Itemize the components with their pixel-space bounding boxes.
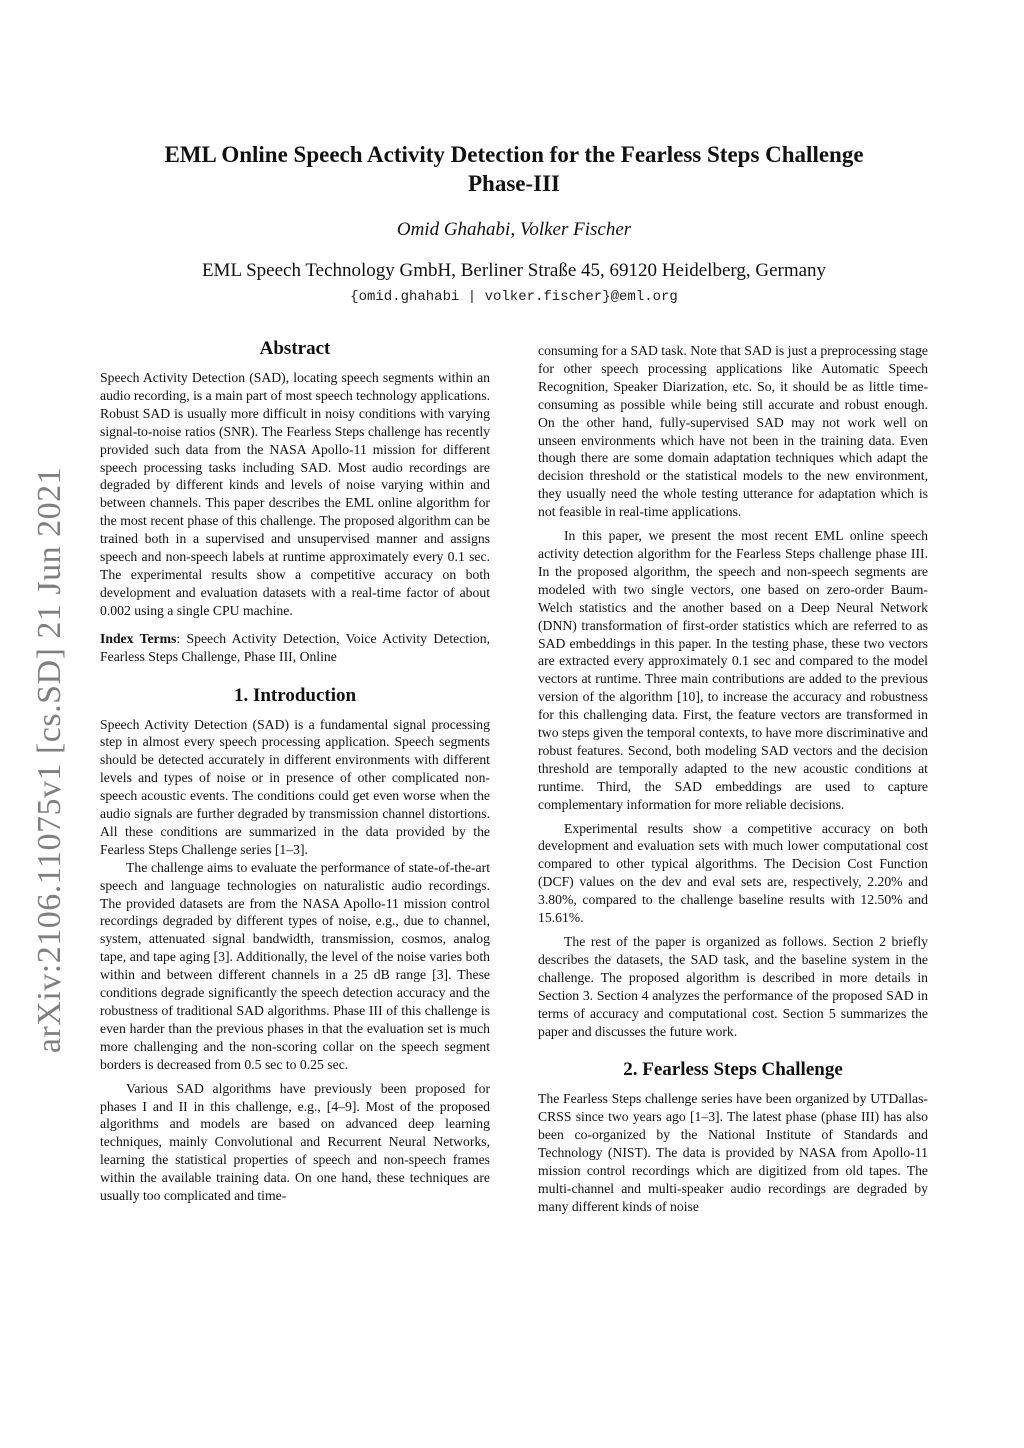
right-paragraph-1: consuming for a SAD task. Note that SAD is just a preprocessing stage for other speech processing applications like Automatic Speech Recognition, Speaker Diarization, etc. So, it should be as little time-consuming as possible while being still accurate and robust enough. On the other hand, fully-supervised SAD may not work well on unseen environments which have not been in the training data. Even though there are some domain adaptation techniques which adapt the decision threshold or the statistical models to the new environment, they usually need the whole testing utterance for adaptation which is not feasible in real-time applications. <box>538 343 928 520</box>
abstract-text: Speech Activity Detection (SAD), locating speech segments within an audio recording, is a main part of most speech technology applications. Robust SAD is usually more difficult in noisy conditions with varying signal-to-noise ratios (SNR). The Fearless Steps challenge has recently provided such data from the NASA Apollo-11 mission for different speech processing tasks including SAD. Most audio recordings are degraded by different kinds and levels of noise varying within and between channels. This paper describes the EML online algorithm for the most recent phase of this challenge. The proposed algorithm can be trained both in a supervised and unsupervised manner and assigns speech and non-speech labels at runtime approximately every 0.1 sec. The experimental results show a competitive accuracy on both development and evaluation datasets with a real-time factor of about 0.002 using a single CPU machine. <box>100 370 490 618</box>
abstract-heading: Abstract <box>259 338 331 359</box>
paper-affiliation: EML Speech Technology GmbH, Berliner Straße 45, 69120 Heidelberg, Germany <box>201 260 827 281</box>
author-email: {omid.ghahabi | volker.fischer}@eml.org <box>350 289 678 305</box>
arxiv-identifier-text: arXiv:2106.11075v1 [cs.SD] 21 Jun 2021 <box>31 466 68 1054</box>
introduction-paragraph-2: The challenge aims to evaluate the performance of state-of-the-art speech and language technologies on naturalistic audio recordings. The provided datasets are from the NASA Apollo-11 mission control recordings degraded by different types of noise, e.g., due to channel, system, attenuated signal bandwidth, transmission, cosmos, analog tape, and tape aging [3]. Additionally, the level of the noise varies both within and between different channels in a 25 dB range [3]. These conditions degrade significantly the speech detection accuracy and the robustness of traditional SAD algorithms. Phase III of this challenge is even harder than the previous phases in that the evaluation set is much more challenging and the non-scoring collar on the speech segment borders is decreased from 0.5 sec to 0.25 sec. <box>100 859 490 1072</box>
right-paragraph-2: In this paper, we present the most recent EML online speech activity detection algorithm for the Fearless Steps challenge phase III. In the proposed algorithm, the speech and non-speech segments are modeled with two single vectors, one based on zero-order Baum-Welch statistics and the another based on a Deep Neural Network (DNN) transformation of first-order statistics which are referred to as SAD embeddings in this paper. In the testing phase, these two vectors are extracted every approximately 0.1 sec and compared to the model vectors at runtime. Three main contributions are added to the previous version of the algorithm [10], to increase the accuracy and robustness for this challenging data. First, the feature vectors are transformed in two steps given the temporal contexts, to have more discriminative and robust features. Second, both modeling SAD vectors and the decision threshold are temporally adapted to the new acoustic conditions at runtime. Third, the SAD embeddings are used to capture complementary information for more reliable decisions. <box>538 528 928 812</box>
arxiv-identifier-sidebar <box>30 460 70 1060</box>
paper-title-line-1: EML Online Speech Activity Detection for the Fearless Steps Challenge <box>164 142 864 167</box>
paper-title <box>100 140 928 198</box>
introduction-paragraph-1: Speech Activity Detection (SAD) is a fundamental signal processing step in almost every speech processing application. Speech segments should be detected accurately in different environments with different levels and types of noise or in presence of other complicated non-speech acoustic events. The conditions could get even worse when the audio signals are further degraded by transmission channel distortions. All these conditions are summarized in the data provided by the Fearless Steps Challenge series [1–3]. <box>100 716 490 857</box>
right-paragraph-3: Experimental results show a competitive accuracy on both development and evaluation sets with much lower computational cost compared to other typical algorithms. The Decision Cost Function (DCF) values on the dev and eval sets are, respectively, 2.20% and 3.80%, compared to the challenge baseline results with 12.50% and 15.61%. <box>538 820 928 926</box>
introduction-heading: 1. Introduction <box>233 684 357 706</box>
paper-authors: Omid Ghahabi, Volker Fischer <box>396 219 632 240</box>
right-paragraph-4: The rest of the paper is organized as follows. Section 2 briefly describes the datasets, the SAD task, and the baseline system in the challenge. The proposed algorithm is described in more details in Section 3. Section 4 analyzes the performance of the proposed SAD in terms of accuracy and computational cost. Section 5 summarizes the paper and discusses the future work. <box>538 934 928 1039</box>
index-terms-text: : Speech Activity Detection, Voice Activity Detection, Fearless Steps Challenge, Phase III, Online <box>100 630 490 664</box>
index-terms <box>100 630 490 666</box>
index-terms-label: Index Terms <box>100 630 177 646</box>
introduction-paragraph-3: Various SAD algorithms have previously been proposed for phases I and II in this challenge, e.g., [4–9]. Most of the proposed algorithms and models are based on advanced deep learning techniques, mainly Convolutional and Recurrent Neural Networks, learning the statistical properties of speech and non-speech frames within the available training data. On one hand, these techniques are usually too complicated and time- <box>100 1080 490 1204</box>
right-column <box>538 342 928 1216</box>
section-2-heading: 2. Fearless Steps Challenge <box>623 1059 843 1081</box>
paper-title-line-2: Phase-III <box>467 171 560 196</box>
left-column <box>100 338 490 1205</box>
section-2-paragraph-1: The Fearless Steps challenge series have been organized by UTDallas-CRSS since two years ago [1–3]. The latest phase (phase III) has also been co-organized by the National Institute of Standards and Technology (NIST). The data is provided by NASA from Apollo-11 mission control recordings which are digitized from old tapes. The multi-channel and multi-speaker audio recordings are degraded by many different kinds of noise <box>538 1091 928 1214</box>
